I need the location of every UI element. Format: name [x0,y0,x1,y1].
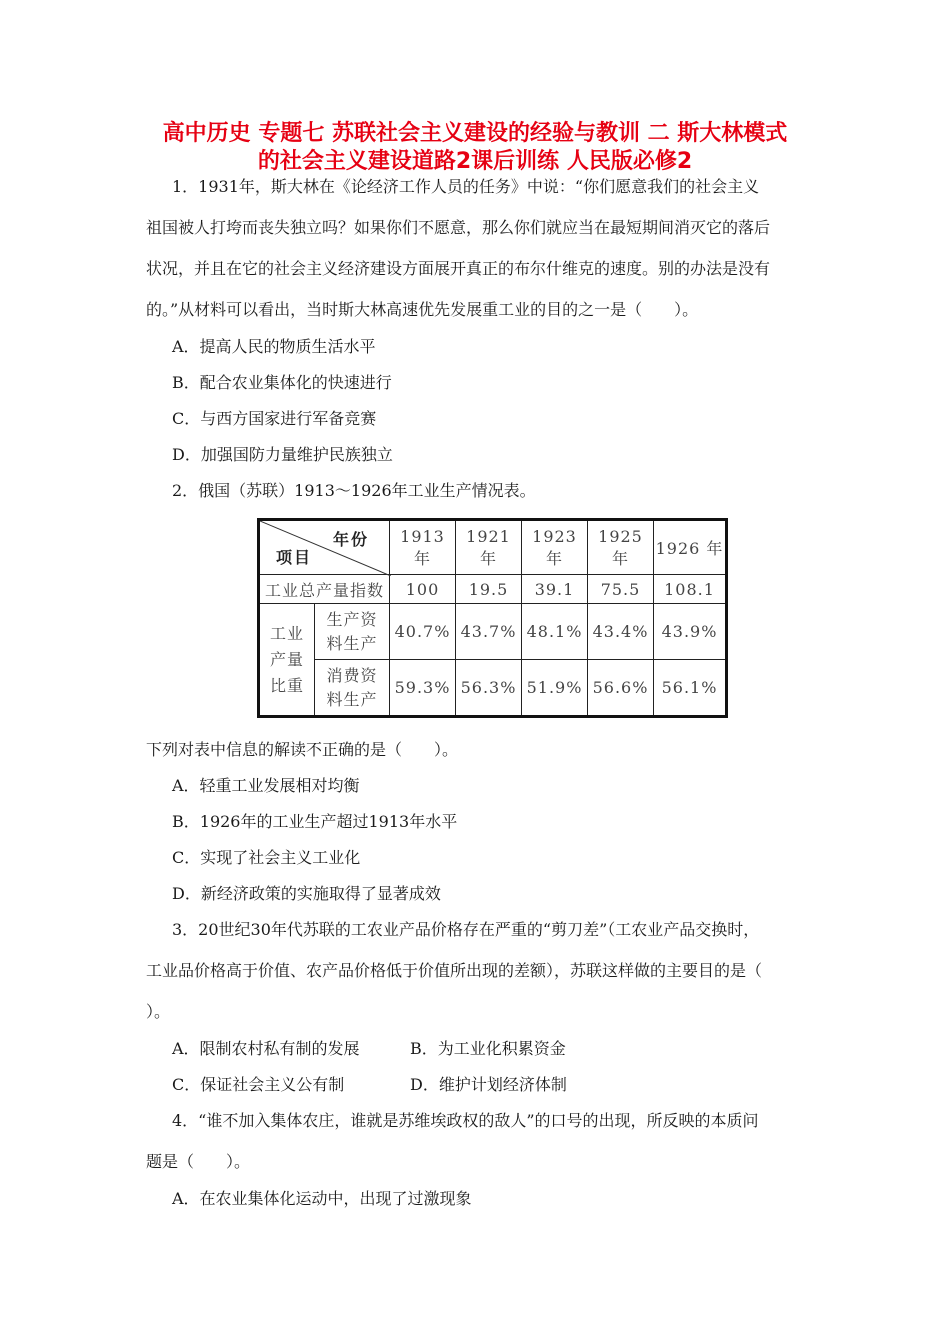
consumer-goods-1923: 51.9% [522,660,588,717]
q3-stem-line-1: 3．20世纪30年代苏联的工农业产品价格存在严重的“剪刀差”（工农业产品交换时， [172,920,760,939]
q3-option-c: C．保证社会主义公有制 [172,1075,345,1094]
q2-option-b: B．1926年的工业生产超过1913年水平 [172,812,458,831]
q4-option-a: A．在农业集体化运动中，出现了过激现象 [172,1189,472,1208]
consumer-goods-1921: 56.3% [456,660,522,717]
output-index-1925: 75.5 [588,575,654,604]
output-index-1923: 39.1 [522,575,588,604]
q1-option-d: D．加强国防力量维护民族独立 [172,445,393,464]
row-label-output-index: 工业总产量指数 [259,575,390,604]
row-group-label-proportion [259,604,315,717]
production-goods-1923: 48.1% [522,604,588,660]
header-year-1913: 1913 年 [390,520,456,575]
q2-option-c: C．实现了社会主义工业化 [172,848,361,867]
q3-stem-line-2: 工业品价格高于价值、农产品价格低于价值所出现的差额），苏联这样做的主要目的是（ [146,961,763,980]
q1-option-b: B．配合农业集体化的快速进行 [172,373,392,392]
q1-option-a: A．提高人民的物质生活水平 [172,337,376,356]
q4-stem-line-2: 题是（ ）。 [146,1152,251,1171]
q2-question: 下列对表中信息的解读不正确的是（ ）。 [146,740,459,759]
row-label-consumer-goods [315,660,390,717]
q3-option-a: A．限制农村私有制的发展 [172,1039,360,1058]
consumer-goods-1925: 56.6% [588,660,654,717]
row-label-production-goods [315,604,390,660]
q1-option-c: C．与西方国家进行军备竞赛 [172,409,377,428]
group-label-line: 产量 [269,649,304,669]
q4-stem-line-1: 4．“谁不加入集体农庄，谁就是苏维埃政权的敌人”的口号的出现，所反映的本质问 [172,1111,759,1130]
document-title-line-2: 的社会主义建设道路2课后训练 人民版必修2 [257,149,693,174]
label-line: 生产资 [326,609,378,629]
q3-option-b: B．为工业化积累资金 [410,1039,566,1058]
header-item-label: 项目 [276,548,313,567]
q3-stem-line-3: ）。 [146,1002,171,1021]
q2-option-a: A．轻重工业发展相对均衡 [172,776,360,795]
q1-stem-line-2: 祖国被人打垮而丧失独立吗？如果你们不愿意，那么你们就应当在最短期间消灭它的落后 [146,218,771,237]
consumer-goods-1913: 59.3% [390,660,456,717]
label-line: 料生产 [326,689,378,709]
header-year-1921: 1921 年 [456,520,522,575]
document-title-line-1: 高中历史 专题七 苏联社会主义建设的经验与教训 二 斯大林模式 [162,121,788,146]
q2-option-d: D．新经济政策的实施取得了显著成效 [172,884,441,903]
production-goods-1926: 43.9% [654,604,727,660]
table-header-diagonal-cell [259,520,390,575]
production-goods-1921: 43.7% [456,604,522,660]
header-year-1923: 1923 年 [522,520,588,575]
q1-stem-line-3: 状况，并且在它的社会主义经济建设方面展开真正的布尔什维克的速度。别的办法是没有 [146,259,771,278]
label-line: 料生产 [326,633,378,653]
q2-stem: 2．俄国（苏联）1913～1926年工业生产情况表。 [172,481,536,500]
label-line: 消费资 [326,665,378,685]
production-goods-1925: 43.4% [588,604,654,660]
header-year-label: 年份 [332,530,369,549]
consumer-goods-1926: 56.1% [654,660,727,717]
production-goods-1913: 40.7% [390,604,456,660]
header-year-1925: 1925 年 [588,520,654,575]
header-year-1926: 1926 年 [654,520,727,575]
output-index-1913: 100 [390,575,456,604]
group-label-line: 工业 [269,623,304,643]
q3-option-d: D．维护计划经济体制 [410,1075,567,1094]
industry-production-table [257,518,728,718]
q1-stem-line-1: 1．1931年，斯大林在《论经济工作人员的任务》中说：“你们愿意我们的社会主义 [172,177,760,196]
group-label-line: 比重 [269,675,304,695]
output-index-1926: 108.1 [654,575,727,604]
output-index-1921: 19.5 [456,575,522,604]
q1-stem-line-4: 的。”从材料可以看出，当时斯大林高速优先发展重工业的目的之一是（ ）。 [146,300,699,319]
